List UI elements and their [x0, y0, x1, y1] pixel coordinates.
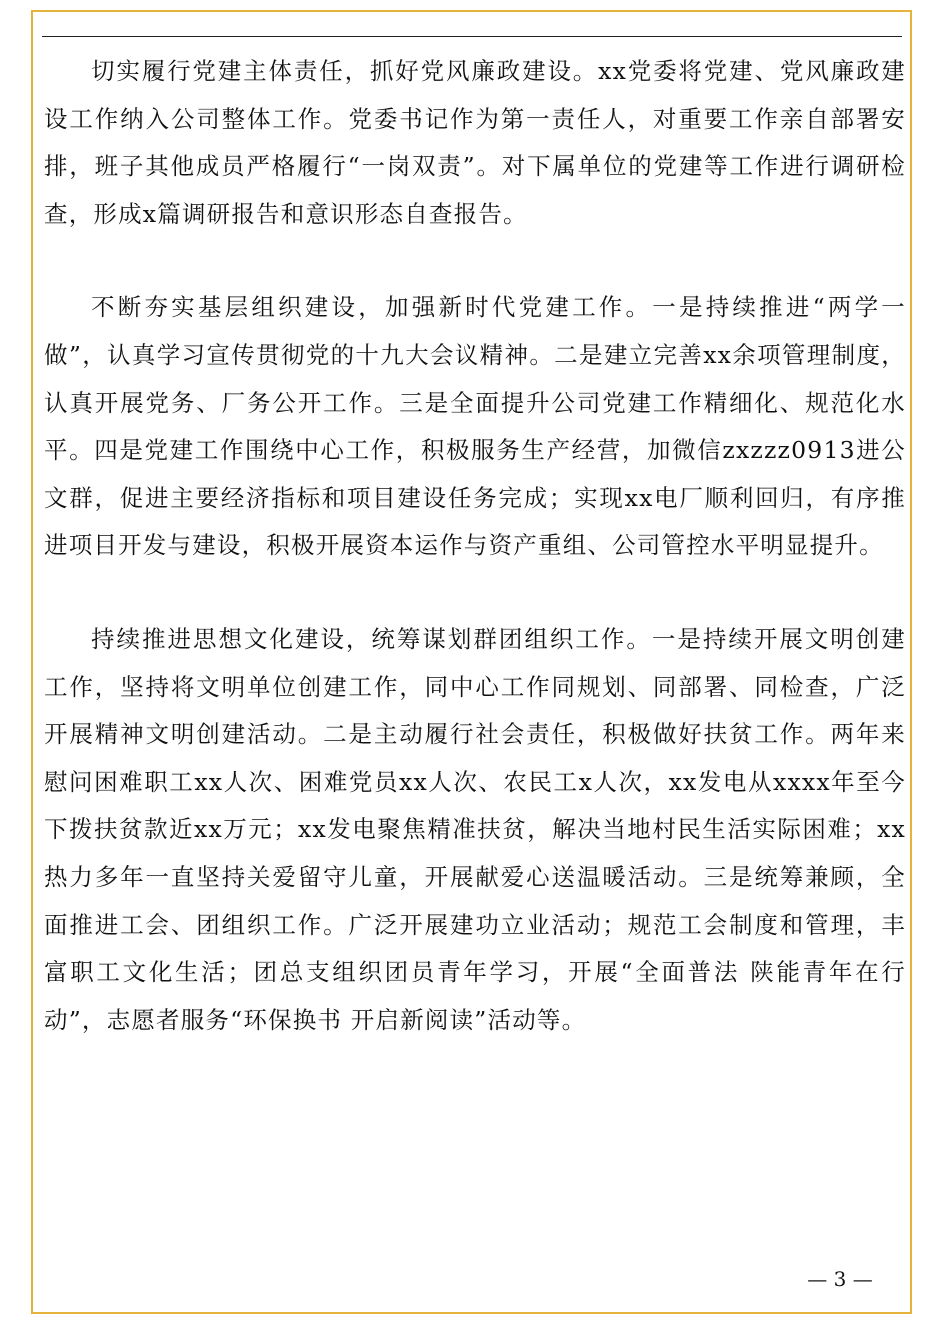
paragraph-culture-construction: 持续推进思想文化建设，统筹谋划群团组织工作。一是持续开展文明创建工作，坚持将文明单位创建工作，同中心工作同规划、同部署、同检查，广泛开展精神文明创建活动。二是主动履行社会责任，积极做好扶贫工作。两年来慰问困难职工xx人次、困难党员xx人次、农民工x人次，xx发电从xxxx年至今下拨扶贫款近xx万元；xx发电聚焦精准扶贫，解决当地村民生活实际困难；xx热力多年一直坚持关爱留守儿童，开展献爱心送温暖活动。三是统筹兼顾，全面推进工会、团组织工作。广泛开展建功立业活动；规范工会制度和管理，丰富职工文化生活；团总支组织团员青年学习，开展“全面普法 陕能青年在行动”，志愿者服务“环保换书 开启新阅读”活动等。 — [44, 624, 906, 1034]
paragraph-grassroots-organization: 不断夯实基层组织建设，加强新时代党建工作。一是持续推进“两学一做”，认真学习宣传贯彻党的十九大会议精神。二是建立完善xx余项管理制度，认真开展党务、厂务公开工作。三是全面提升公司党建工作精细化、规范化水平。四是党建工作围绕中心工作，积极服务生产经营，加微信zxzzz0913进公文群，促进主要经济指标和项目建设任务完成；实现xx电厂顺利回归，有序推进项目开发与建设，积极开展资本运作与资产重组、公司管控水平明显提升。 — [44, 293, 906, 560]
page-number: — 3 — — [807, 1267, 873, 1291]
paragraph-party-building-responsibility: 切实履行党建主体责任，抓好党风廉政建设。xx党委将党建、党风廉政建设工作纳入公司整体工作。党委书记作为第一责任人，对重要工作亲自部署安排，班子其他成员严格履行“一岗双责”。对下属单位的党建等工作进行调研检查，形成x篇调研报告和意识形态自查报告。 — [44, 57, 906, 228]
header-rule — [42, 36, 902, 37]
document-body — [44, 48, 906, 1090]
